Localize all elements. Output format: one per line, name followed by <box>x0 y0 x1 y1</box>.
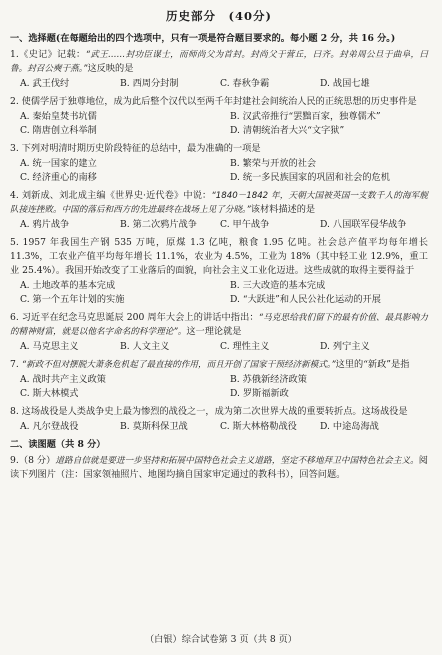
question-text: 该材料描述的是 <box>250 204 316 215</box>
question-9-quote: 道路自信就是要进一步坚持和拓展中国特色社会主义道路，坚定不移地拜卫中国特色社会主义。 <box>55 456 419 466</box>
answer-option: A. 鸦片战争 <box>20 219 70 230</box>
question-9-label: 9.（8 分） <box>10 455 56 466</box>
answer-option: D. 罗斯福新政 <box>230 388 289 399</box>
answer-option: C. 第一个五年计划的实施 <box>20 294 125 305</box>
question-text: 4. 刘新成、刘北成主编《世界史·近代卷》中说： <box>10 190 212 201</box>
answer-option: A. 武王伐纣 <box>20 78 70 89</box>
section-heading-map: 二、读图题（共 8 分） <box>10 439 106 450</box>
question-quote: “武王……封功臣谋士，而师尚父为首封。封尚父于营丘，曰齐。封弟周公旦于曲阜，曰鲁。封召公奭于燕。” <box>10 50 429 74</box>
answer-options <box>20 77 428 91</box>
question-stem <box>10 311 428 339</box>
question-stem <box>10 142 428 156</box>
question-stem <box>10 236 428 278</box>
question-text: 3. 下列对明清时期历史阶段特征的总结中，最为准确的一项是 <box>10 143 261 154</box>
answer-option: D. 八国联军侵华战争 <box>320 219 407 230</box>
answer-option: C. 斯大林模式 <box>20 388 79 399</box>
question-text: 1.《史记》记载： <box>10 49 86 60</box>
answer-options <box>20 279 428 307</box>
answer-option: D. “大跃进”和人民公社化运动的开展 <box>230 294 381 305</box>
answer-option: D. 中途岛海战 <box>320 421 379 432</box>
answer-option: B. 苏俄新经济政策 <box>230 374 307 385</box>
answer-option: D. 统一多民族国家的巩固和社会的危机 <box>230 172 390 183</box>
question-text: 2. 使儒学居于独尊地位，成为此后整个汉代以至两千年封建社会间统治人民的正统思想的历史事件是 <box>10 96 417 107</box>
question-text: 这反映的是 <box>87 63 134 74</box>
question-text: 6. 习近平在纪念马克思诞辰 200 周年大会上的讲话中指出： <box>10 312 259 323</box>
answer-option: B. 第二次鸦片战争 <box>120 219 197 230</box>
question-stem <box>10 358 428 372</box>
question-quote: “新政不但对摆脱大萧条危机起了最直接的作用，而且开创了国家干预经济新模式。” <box>21 360 336 370</box>
answer-option: C. 隋唐创立科举制 <box>20 125 97 136</box>
answer-option: A. 凡尔登战役 <box>20 421 79 432</box>
answer-option: A. 马克思主义 <box>20 341 79 352</box>
answer-options <box>20 373 428 401</box>
answer-options <box>20 157 428 185</box>
section-heading-choice: 一、选择题(在每题给出的四个选项中，只有一项是符合题目要求的。每小题 2 分，共 16 分。) <box>10 33 396 44</box>
answer-option: B. 三大改造的基本完成 <box>230 280 326 291</box>
answer-options <box>20 110 428 138</box>
answer-option: B. 人文主义 <box>120 341 170 352</box>
question-stem <box>10 48 428 76</box>
question-stem <box>10 95 428 109</box>
answer-option: B. 西周分封制 <box>120 78 179 89</box>
question-list <box>10 48 428 434</box>
answer-option: C. 斯大林格勒战役 <box>220 421 297 432</box>
answer-option: B. 汉武帝推行“罢黜百家，独尊儒术” <box>230 111 381 122</box>
question-stem <box>10 189 428 217</box>
answer-option: D. 清朝统治者大兴“文字狱” <box>230 125 345 136</box>
answer-option: A. 统一国家的建立 <box>20 158 97 169</box>
question-text: 5. 1957 年我国生产钢 535 万吨，原煤 1.3 亿吨，粮食 1.95 亿吨。社会总产值平均每年增长 11.3%，工农业产值平均每年增长 11.1%，农业为 4.5%，工业为 18%（其中轻工业 12.9%，重工业 25.4%）。我国开始改变了工业落后的面貌，向社会主义工业化迈进。这些成就的取得主要得益于 <box>10 237 428 276</box>
answer-option: A. 土地改革的基本完成 <box>20 280 116 291</box>
answer-options <box>20 340 428 354</box>
answer-option: D. 列宁主义 <box>320 341 370 352</box>
answer-option: A. 战时共产主义政策 <box>20 374 106 385</box>
question-text: 这一理论就是 <box>186 326 242 337</box>
answer-option: C. 春秋争霸 <box>220 78 270 89</box>
question-9 <box>10 454 428 482</box>
answer-option: C. 理性主义 <box>220 341 270 352</box>
answer-option: B. 繁荣与开放的社会 <box>230 158 317 169</box>
answer-options <box>20 218 428 232</box>
answer-option: A. 秦始皇焚书坑儒 <box>20 111 97 122</box>
question-text: 8. 这场战役是人类战争史上最为惨烈的战役之一，成为第二次世界大战的重要转折点。这场战役是 <box>10 406 408 417</box>
question-stem <box>10 405 428 419</box>
question-text: 7. <box>10 359 22 370</box>
question-text: 这里的“新政”是指 <box>335 359 410 370</box>
page-footer: （白银）综合试卷第 3 页（共 8 页） <box>145 634 297 645</box>
question-quote: “1840－1842 年，天朝大国被英国一支数千人的海军舰队接连挫败。中国的落后和西方的先进最终在战场上见了分晓。” <box>10 191 428 215</box>
answer-option: C. 经济重心的南移 <box>20 172 97 183</box>
question-9-tail: 阅读下列图片（注：国家领袖照片、地图均摘自国家审定通过的教科书），回答问题。 <box>10 455 428 480</box>
answer-options <box>20 420 428 434</box>
page-title: 历史部分 (40分) <box>166 9 272 23</box>
answer-option: B. 莫斯科保卫战 <box>120 421 188 432</box>
question-quote: “马克思给我们留下的最有价值、最具影响力的精神财富，就是以他名字命名的科学理论”。 <box>10 313 429 337</box>
answer-option: C. 甲午战争 <box>220 219 270 230</box>
answer-option: D. 战国七雄 <box>320 78 370 89</box>
